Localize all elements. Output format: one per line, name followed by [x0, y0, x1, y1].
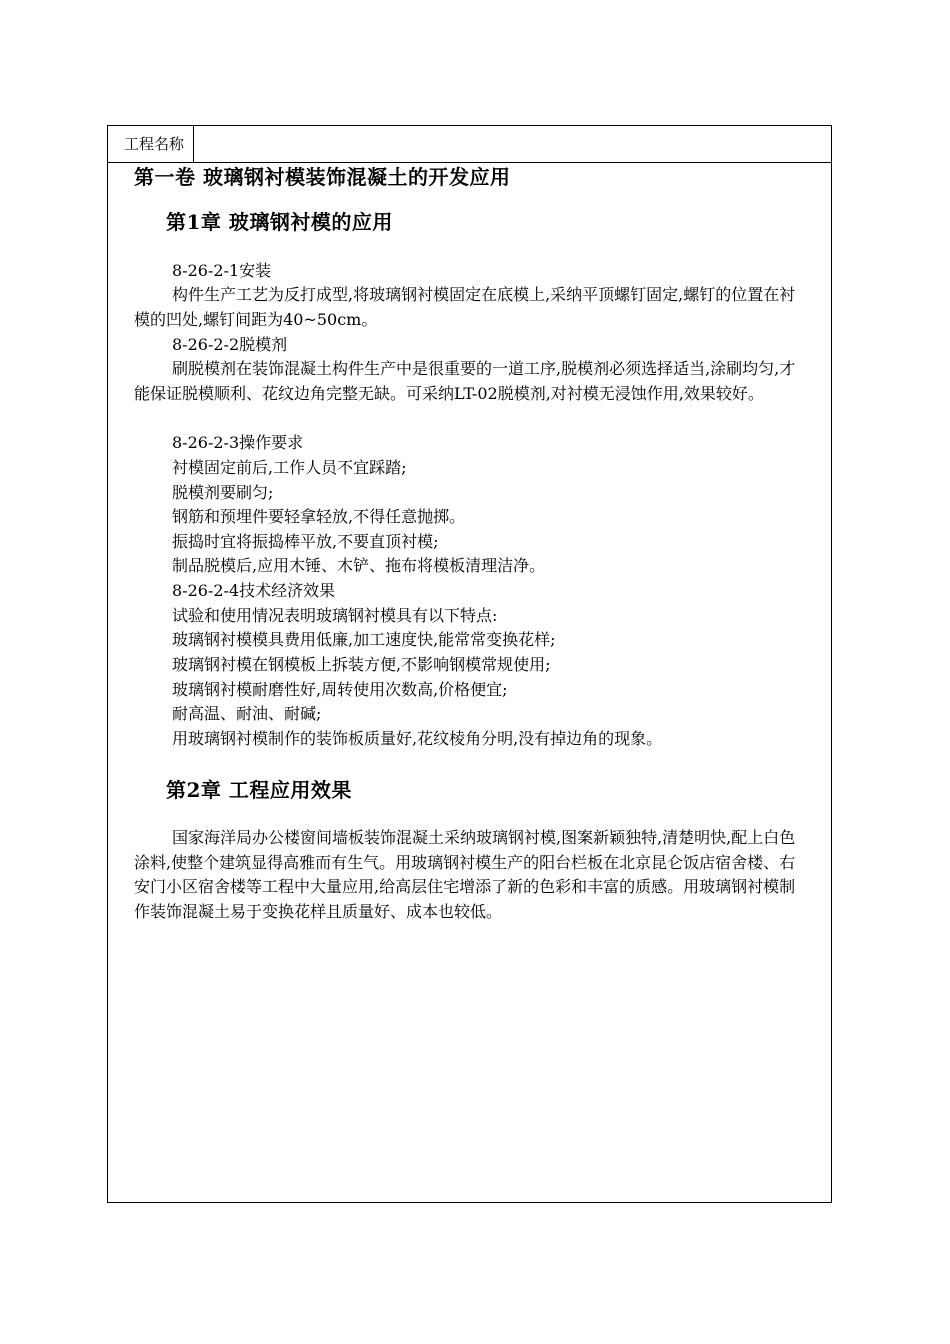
volume-title: 第一卷 玻璃钢衬模装饰混凝土的开发应用	[134, 165, 511, 189]
project-name-label: 工程名称	[124, 135, 185, 153]
feature-item: 玻璃钢衬模模具费用低廉,加工速度快,能常常变换花样;	[172, 630, 556, 649]
project-name-value-cell	[194, 126, 831, 162]
feature-item: 玻璃钢衬模耐磨性好,周转使用次数高,价格便宜;	[172, 680, 508, 699]
operation-item: 脱模剂要刷匀;	[172, 483, 274, 502]
operation-item: 制品脱模后,应用木锤、木铲、拖布将模板清理洁净。	[172, 556, 546, 575]
project-name-label-cell	[108, 126, 194, 162]
section-heading-install: 8-26-2-1安装	[172, 261, 272, 280]
section-text-install: 构件生产工艺为反打成型,将玻璃钢衬模固定在底模上,采纳平顶螺钉固定,螺钉的位置在衬模的凹处,螺钉间距为40~50cm。	[134, 285, 796, 329]
chapter2-text: 国家海洋局办公楼窗间墙板装饰混凝土采纳玻璃钢衬模,图案新颖独特,清楚明快,配上白色涂料,使整个建筑显得高雅而有生气。用玻璃钢衬模生产的阳台栏板在北京昆仑饭店宿舍楼、右安门小区宿舍楼等工程中大量应用,给高层住宅增添了新的色彩和丰富的质感。用玻璃钢衬模制作装饰混凝土易于变换花样且质量好、成本也较低。	[134, 828, 796, 921]
section-heading-operation: 8-26-2-3操作要求	[172, 433, 304, 452]
feature-item: 耐高温、耐油、耐碱;	[172, 704, 322, 723]
economics-intro: 试验和使用情况表明玻璃钢衬模具有以下特点:	[172, 606, 498, 625]
document-frame	[107, 125, 832, 1203]
header-row	[108, 126, 831, 163]
operation-item: 衬模固定前后,工作人员不宜踩踏;	[172, 458, 407, 477]
chapter2-title: 第2章 工程应用效果	[166, 778, 352, 802]
section-heading-economics: 8-26-2-4技术经济效果	[172, 581, 336, 600]
chapter1-title: 第1章 玻璃钢衬模的应用	[166, 210, 393, 234]
feature-item: 用玻璃钢衬模制作的装饰板质量好,花纹棱角分明,没有掉边角的现象。	[172, 729, 663, 748]
section-text-release-agent: 刷脱模剂在装饰混凝土构件生产中是很重要的一道工序,脱模剂必须选择适当,涂刷均匀,才能保证脱模顺利、花纹边角完整无缺。可采纳LT-02脱模剂,对衬模无浸蚀作用,效果较好。	[134, 359, 796, 403]
feature-item: 玻璃钢衬模在钢模板上拆装方便,不影响钢模常规使用;	[172, 655, 551, 674]
section-heading-release-agent: 8-26-2-2脱模剂	[172, 335, 288, 354]
operation-item: 钢筋和预埋件要轻拿轻放,不得任意抛掷。	[172, 507, 466, 526]
operation-item: 振捣时宜将振捣棒平放,不要直顶衬模;	[172, 532, 439, 551]
